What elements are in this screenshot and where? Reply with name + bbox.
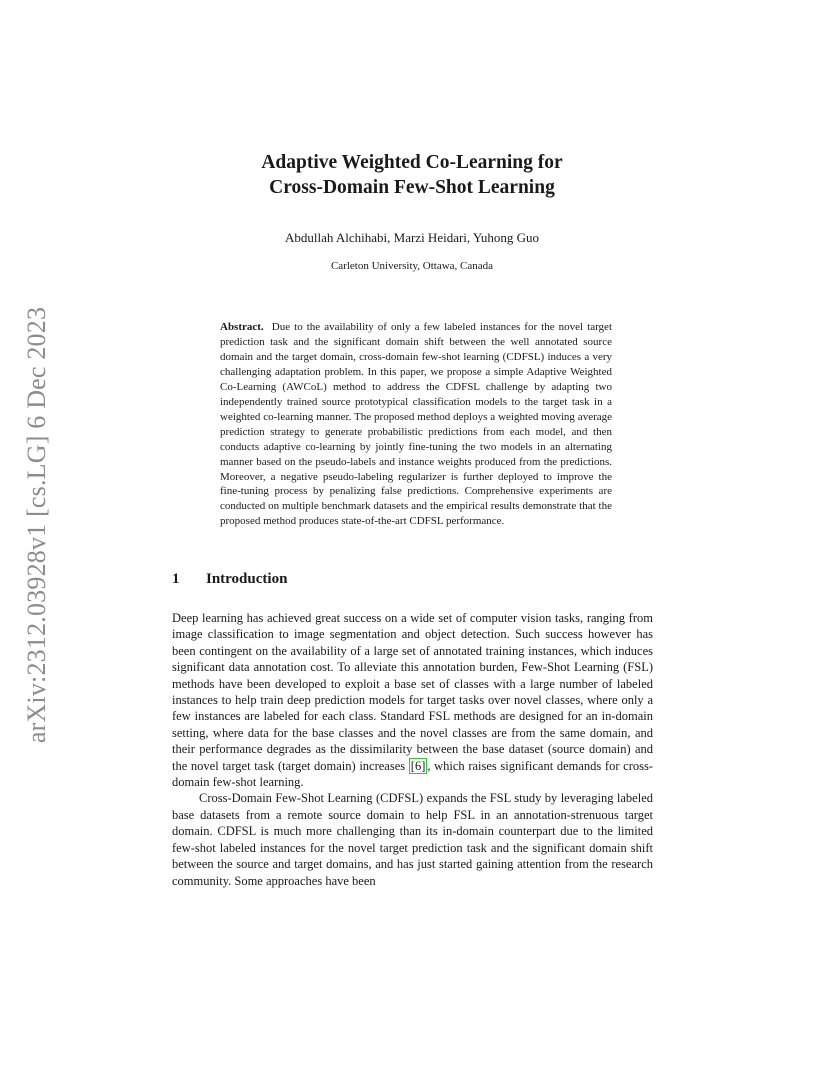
author-list: Abdullah Alchihabi, Marzi Heidari, Yuhong Guo — [284, 230, 540, 245]
abstract-text: Due to the availability of only a few labeled instances for the novel target prediction task and the significant domain shift between the well annotated source domain and the target domain, cross-domain few-shot learning (CDFSL) induces a very challenging adaptation problem. In this paper, we propose a simple Adaptive Weighted Co-Learning (AWCoL) method to address the CDFSL challenge by adapting two independently trained source prototypical classification models to the target task in a weighted co-learning manner. The proposed method deploys a weighted moving average prediction strategy to generate probabilistic predictions from each model, and then conducts adaptive co-learning by jointly fine-tuning the two models in an alternating manner based on the pseudo-labels and instance weights produced from the predictions. Moreover, a negative pseudo-labeling regularizer is further deployed to improve the fine-tuning process by penalizing false predictions. Comprehensive experiments are conducted on multiple benchmark datasets and the empirical results demonstrate that the proposed method produces state-of-the-art CDFSL performance. — [220, 321, 612, 528]
paragraph-2: Cross-Domain Few-Shot Learning (CDFSL) expands the FSL study by leveraging labeled base datasets from a remote source domain to help FSL in an annotation-strenuous target domain. CDFSL is much more challenging than its in-domain counterpart due to the limited few-shot labeled instances for the novel target prediction task and the significant domain shift between the source and target domains, and has just started gaining attention from the research community. Some approaches have been — [172, 791, 653, 888]
paragraph-1-text-b: , which raises significant demands for cross-domain few-shot learning. — [172, 758, 653, 790]
paragraph-1-text-a: Deep learning has achieved great success on a wide set of computer vision tasks, ranging from image classification to image segmentation and object detection. Such success however has been contingent on the availability of a large set of annotated training instances, which induces significant data annotation cost. To alleviate this annotation burden, Few-Shot Learning (FSL) methods have been developed to exploit a base set of classes with a large number of labeled instances to help train deep prediction models for target tasks over novel classes, where only a few instances are labeled for each class. Standard FSL methods are designed for an in-domain setting, where data for the base classes and the novel classes are from the same domain, and their performance degrades as the dissimilarity between the base dataset (source domain) and the novel target task (target domain) increases — [172, 611, 653, 773]
arxiv-identifier-stamp — [12, 290, 62, 760]
title-line-1: Adaptive Weighted Co-Learning for — [261, 152, 563, 173]
affiliation: Carleton University, Ottawa, Canada — [330, 260, 494, 272]
paragraph-1 — [172, 610, 653, 790]
citation-link[interactable]: [6] — [410, 758, 426, 773]
arxiv-identifier-text: arXiv:2312.03928v1 [cs.LG] 6 Dec 2023 — [22, 306, 51, 744]
section-number: 1 — [172, 571, 180, 587]
title-line-2: Cross-Domain Few-Shot Learning — [269, 177, 555, 198]
abstract-label: Abstract. — [220, 321, 264, 333]
paper-title — [172, 150, 652, 200]
abstract-block — [220, 320, 612, 529]
section-heading — [172, 571, 287, 588]
section-body — [172, 610, 653, 889]
section-title: Introduction — [206, 571, 288, 587]
